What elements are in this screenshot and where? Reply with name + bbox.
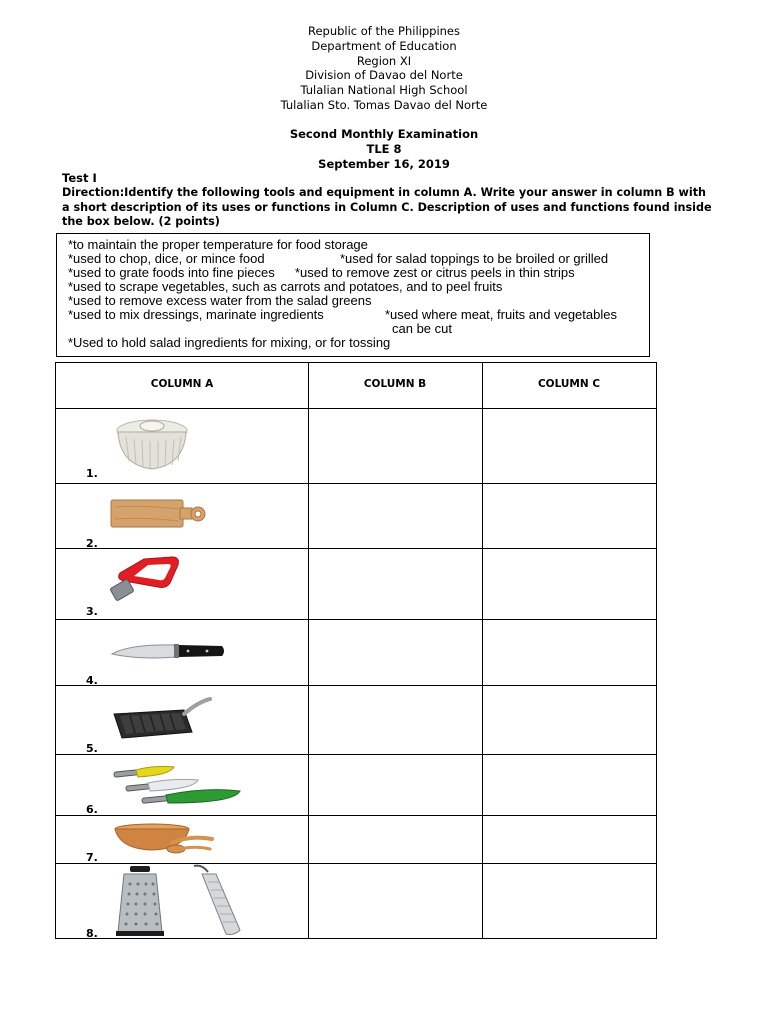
description-item: *to maintain the proper temperature for food storage (68, 237, 368, 252)
description-item: *used to remove excess water from the salad greens (68, 293, 372, 308)
direction-text: Direction:Identify the following tools and equipment in column A. Write your answer in column B with a short description of its uses or functions in Column C. Description of uses and functions found inside the box below. (2 points) (62, 186, 712, 229)
description-item: *Used to hold salad ingredients for mixing, or for tossing (68, 335, 391, 350)
vegetable-peeler-icon (110, 553, 182, 607)
column-divider (308, 363, 309, 938)
column-c-header: COLUMN C (537, 378, 601, 390)
header-line: Department of Education (311, 38, 457, 53)
row-divider (56, 754, 656, 755)
exam-heading (0, 127, 768, 171)
description-item: *used to scrape vegetables, such as carrots and potatoes, and to peel fruits (68, 279, 503, 294)
header-line: Tulalian National High School (300, 83, 468, 98)
column-b-header: COLUMN B (363, 378, 427, 390)
row-number: 2. (86, 537, 98, 550)
row-number: 1. (86, 467, 98, 480)
description-item: *used for salad toppings to be broiled or grilled (340, 251, 609, 266)
row-number: 6. (86, 803, 98, 816)
row-divider (56, 685, 656, 686)
column-divider (482, 363, 483, 938)
header-line: Republic of the Philippines (307, 24, 461, 38)
exam-date: September 16, 2019 (318, 156, 450, 171)
row-number: 7. (86, 851, 98, 864)
box-grater-icon (116, 864, 246, 938)
chef-knife-icon (110, 640, 226, 664)
row-number: 8. (86, 927, 98, 940)
header-line: Division of Davao del Norte (305, 68, 463, 83)
row-divider (56, 815, 656, 816)
row-number: 4. (86, 674, 98, 687)
row-number: 5. (86, 742, 98, 755)
row-divider (56, 619, 656, 620)
header-line: Region XI (356, 53, 412, 68)
salad-bowl-icon (112, 823, 216, 857)
header-line: Tulalian Sto. Tomas Davao del Norte (280, 97, 488, 112)
row-divider (56, 548, 656, 549)
grill-pan-icon (110, 696, 214, 742)
salad-spinner-icon (112, 415, 192, 473)
row-divider (56, 483, 656, 484)
answer-table (55, 362, 657, 939)
description-item: *used to remove zest or citrus peels in thin strips (295, 265, 575, 280)
description-item: *used to mix dressings, marinate ingredients (68, 307, 324, 322)
exam-title: Second Monthly Examination (289, 127, 479, 141)
description-item: *used to grate foods into fine pieces (68, 265, 275, 280)
description-item: *used where meat, fruits and vegetables (385, 307, 617, 322)
cutting-board-icon (110, 497, 206, 531)
description-item: *used to chop, dice, or mince food (68, 251, 265, 266)
description-item: can be cut (392, 321, 452, 336)
test-label: Test I (62, 171, 97, 185)
exam-subject: TLE 8 (366, 141, 402, 156)
row-number: 3. (86, 605, 98, 618)
zester-set-icon (112, 761, 242, 807)
row-divider (56, 408, 656, 409)
school-header (0, 24, 768, 113)
description-box (56, 233, 650, 357)
column-a-header: COLUMN A (150, 378, 214, 390)
